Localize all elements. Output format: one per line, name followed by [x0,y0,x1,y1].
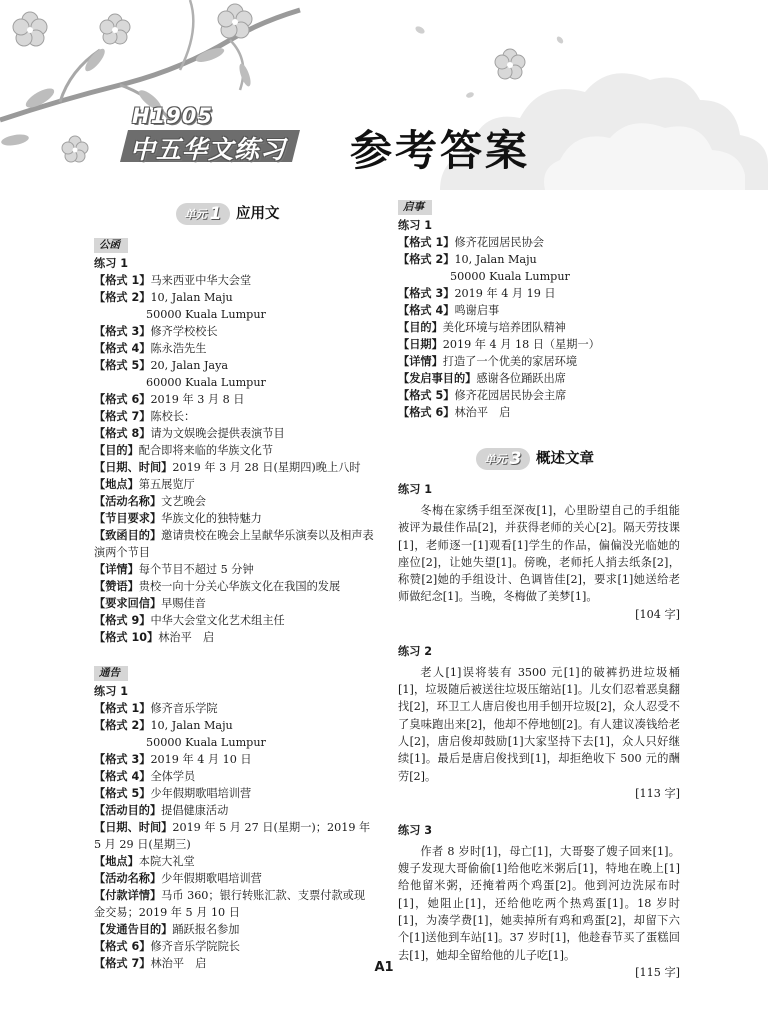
answer-label: 【活动目的】 [94,804,162,817]
answer-row [94,374,374,391]
answer-list [94,272,374,646]
answer-label: 【格式 1】 [398,236,455,249]
section-tonggao [94,664,374,972]
answer-value: 修齐音乐学院 [150,702,218,715]
answer-label: 【详情】 [94,563,139,576]
answer-row [94,734,374,751]
answer-row [94,921,374,938]
answer-value: 早赐佳音 [161,597,206,610]
answer-row [398,251,680,268]
answer-label: 【致函目的】 [94,529,162,542]
answer-label: 【格式 10】 [94,631,159,644]
answer-label: 【地点】 [94,478,139,491]
left-column [94,198,374,972]
answer-value: 陈校长： [150,410,196,423]
answer-row [398,285,680,302]
answer-value: 2019 年 3 月 8 日 [150,393,245,406]
section-tag: 公函 [94,238,128,253]
answer-value: 2019 年 4 月 10 日 [150,753,252,766]
page-title: 参考答案 [350,126,531,175]
answer-label: 【格式 4】 [94,770,151,783]
answer-value: 10, Jalan Maju [454,253,537,266]
answer-label: 【赞语】 [94,580,139,593]
answer-value: 2019 年 5 月 27 日(星期一)；2019 年 5 月 29 日(星期三) [94,821,371,851]
answer-label: 【格式 2】 [94,291,151,304]
exercise-label: 练习 1 [94,685,129,698]
answer-value: 10, Jalan Maju [150,291,233,304]
answer-value: 少年假期歌唱培训营 [161,872,262,885]
word-count: [113 字] [635,786,680,800]
answer-row [94,785,374,802]
answer-value: 中华大会堂文化艺术组主任 [150,614,285,627]
answer-value: 修齐音乐学院院长 [150,940,240,953]
exercise-3 [398,822,680,981]
word-count: [104 字] [635,607,680,621]
exercise-label: 练习 1 [94,257,129,270]
answer-row [94,272,374,289]
answer-label: 【格式 2】 [94,719,151,732]
answer-value: 邀请贵校在晚会上呈献华乐演奏以及相声表演两个节目 [94,529,374,559]
answer-value: 林治平 启 [150,957,207,970]
answer-row [94,306,374,323]
answer-row [94,493,374,510]
answer-label: 【日期】 [398,338,443,351]
answer-value: 贵校一向十分关心华族文化在我国的发展 [138,580,341,593]
answer-label: 【格式 3】 [94,325,151,338]
answer-row [94,751,374,768]
answer-value: 第五展览厅 [138,478,195,491]
answer-row [94,425,374,442]
answer-value: 马币 360；银行转账汇款、支票付款或现金交易；2019 年 5 月 10 日 [94,889,366,919]
unit-title: 应用文 [236,205,280,222]
answer-value: 50000 Kuala Lumpur [146,308,266,321]
answer-label: 【发通告目的】 [94,923,173,936]
right-column [398,198,680,981]
answer-row [398,370,680,387]
answer-label: 【格式 6】 [94,393,151,406]
answer-label: 【格式 7】 [94,410,151,423]
answer-row [94,476,374,493]
answer-value: 50000 Kuala Lumpur [146,736,266,749]
answer-value: 林治平 启 [454,406,511,419]
unit-1-heading [94,198,374,230]
answer-label: 【活动名称】 [94,872,162,885]
answer-label: 【活动名称】 [94,495,162,508]
answer-value: 文艺晚会 [161,495,206,508]
course-subject: 中五华文练习 [130,135,287,164]
answer-value: 配合即将来临的华族文化节 [138,444,274,457]
answer-row [94,561,374,578]
section-tag: 启事 [398,200,432,215]
answer-label: 【格式 7】 [94,957,151,970]
answer-row [94,819,374,853]
course-code: H1905 [132,104,214,128]
answer-label: 【格式 5】 [94,359,151,372]
answer-label: 【格式 8】 [94,427,151,440]
answer-value: 踊跃报名参加 [172,923,240,936]
answer-value: 2019 年 4 月 19 日 [454,287,556,300]
exercise-2 [398,643,680,802]
answer-value: 修齐花园居民协会 [454,236,544,249]
section-tag: 通告 [94,666,128,681]
answer-label: 【格式 5】 [94,787,151,800]
answer-row [398,404,680,421]
answer-label: 【格式 9】 [94,614,151,627]
answer-value: 少年假期歌唱培训营 [150,787,252,800]
answer-row [94,323,374,340]
answer-row [94,391,374,408]
answer-label: 【格式 1】 [94,274,151,287]
answer-value: 美化环境与培养团队精神 [442,321,566,334]
answer-label: 【格式 2】 [398,253,455,266]
answer-label: 【地点】 [94,855,139,868]
answer-value: 20, Jalan Jaya [150,359,229,372]
answer-row [94,340,374,357]
answer-label: 【目的】 [94,444,139,457]
answer-list [398,234,680,421]
answer-value: 50000 Kuala Lumpur [450,270,570,283]
answer-row [398,387,680,404]
answer-row [94,870,374,887]
answer-row [398,336,680,353]
answer-label: 【格式 6】 [94,940,151,953]
answer-label: 【格式 4】 [398,304,455,317]
answer-row [94,629,374,646]
unit-3-heading [398,443,680,475]
answer-label: 【节目要求】 [94,512,162,525]
answer-value: 每个节目不超过 5 分钟 [138,563,254,576]
answer-row [94,802,374,819]
answer-row [94,717,374,734]
answer-row [94,408,374,425]
answer-row [94,700,374,717]
answer-label: 【格式 3】 [94,753,151,766]
answer-label: 【日期、时间】 [94,821,173,834]
answer-value: 打造了一个优美的家居环境 [442,355,578,368]
answer-value: 感谢各位踊跃出席 [476,372,566,385]
answer-value: 全体学员 [150,770,196,783]
page-number: A1 [374,960,394,975]
answer-label: 【格式 1】 [94,702,151,715]
answer-value: 修齐花园居民协会主席 [454,389,567,402]
answer-list [94,700,374,972]
exercise-label: 练习 2 [398,644,433,658]
answer-value: 60000 Kuala Lumpur [146,376,266,389]
answer-label: 【详情】 [398,355,443,368]
exercise-label: 练习 1 [398,219,433,232]
unit-badge: 单元 1 [176,203,230,225]
answer-row [94,510,374,527]
exercise-label: 练习 1 [398,483,433,496]
answer-row [94,853,374,870]
answer-value: 陈永浩先生 [150,342,207,355]
answer-value: 鸣谢启事 [454,304,500,317]
answer-value: 华族文化的独特魅力 [161,512,262,525]
section-gonghan [94,236,374,646]
answer-row [94,938,374,955]
answer-value: 提倡健康活动 [161,804,229,817]
answer-row [398,268,680,285]
summary-text: 作者 8 岁时[1]，母亡[1]，大哥娶了嫂子回来[1]。嫂子发现大哥偷偷[1]给他吃米粥后[1]，特地在晚上[1]给他留米粥，还掩着两个鸡蛋[2]。他到河边洗尿布时[1]，她阻止[1]，还给他吃两个热鸡蛋[1]。18 岁时[1]，为凑学费[1]，她卖掉所有鸡和鸡蛋[2]，却留下六个[1]送他到车站[1]。37 岁时[1]，他趁春节买了蛋糕回去[1]，她却全留给他的儿子吃[1]。 [398,844,680,962]
answer-value: 2019 年 4 月 18 日（星期一） [442,338,600,351]
answer-row [94,595,374,612]
exercise-1 [398,481,680,623]
answer-value: 请为文娱晚会提供表演节目 [150,427,285,440]
answer-value: 10, Jalan Maju [150,719,233,732]
answer-value: 修齐学校校长 [150,325,218,338]
answer-label: 【格式 3】 [398,287,455,300]
answer-row [94,612,374,629]
answer-row [94,357,374,374]
page-header [0,0,768,190]
exercise-label: 练习 3 [398,823,433,837]
answer-row [398,319,680,336]
answer-row [398,234,680,251]
answer-value: 林治平 启 [158,631,215,644]
answer-label: 【格式 4】 [94,342,151,355]
answer-row [94,442,374,459]
answer-row [94,527,374,561]
answer-label: 【发启事目的】 [398,372,477,385]
answer-label: 【付款详情】 [94,889,162,902]
answer-row [94,289,374,306]
answer-value: 马来西亚中华大会堂 [150,274,252,287]
answer-label: 【格式 6】 [398,406,455,419]
answer-row [94,768,374,785]
unit-title: 概述文章 [536,450,594,467]
section-qishi [398,198,680,421]
answer-value: 本院大礼堂 [138,855,195,868]
answer-label: 【格式 5】 [398,389,455,402]
answer-row [398,353,680,370]
answer-row [398,302,680,319]
answer-label: 【日期、时间】 [94,461,173,474]
answer-row [94,887,374,921]
summary-text: 老人[1]误将装有 3500 元[1]的破裤扔进垃圾桶[1]，垃圾随后被送往垃圾压缩站[1]。儿女们忍着恶臭翻找[2]，环卫工人唐启俊也用手刨开垃圾[2]，众人忍受不了臭味跑出来[2]，他却不停地刨[2]。有人建议凑钱给老人[2]，唐启俊却鼓励[1]大家坚持下去[1]，众人只好继续[1]。最后是唐启俊找到[1]，却拒绝收下 500 元的酬劳[2]。 [398,665,680,783]
answer-row [94,459,374,476]
answer-value: 2019 年 3 月 28 日(星期四)晚上八时 [172,461,361,474]
word-count: [115 字] [635,965,680,979]
answer-label: 【目的】 [398,321,443,334]
answer-label: 【要求回信】 [94,597,162,610]
answer-row [94,578,374,595]
summary-text: 冬梅在家绣手组至深夜[1]，心里盼望自己的手组能被评为最佳作品[2]，并获得老师的关心[2]。隔天劳技课[1]，老师逐一[1]观看[1]学生的作品，偏偏没光临她的座位[2]，让她失望[1]。傍晚，老师托人捎去纸条[2]，称赞[2]她的手组设计、色调皆佳[2]，要求[1]她送给老师做纪念[1]。当晚，冬梅做了美梦[1]。 [398,504,680,604]
unit-badge: 单元 3 [476,448,530,470]
